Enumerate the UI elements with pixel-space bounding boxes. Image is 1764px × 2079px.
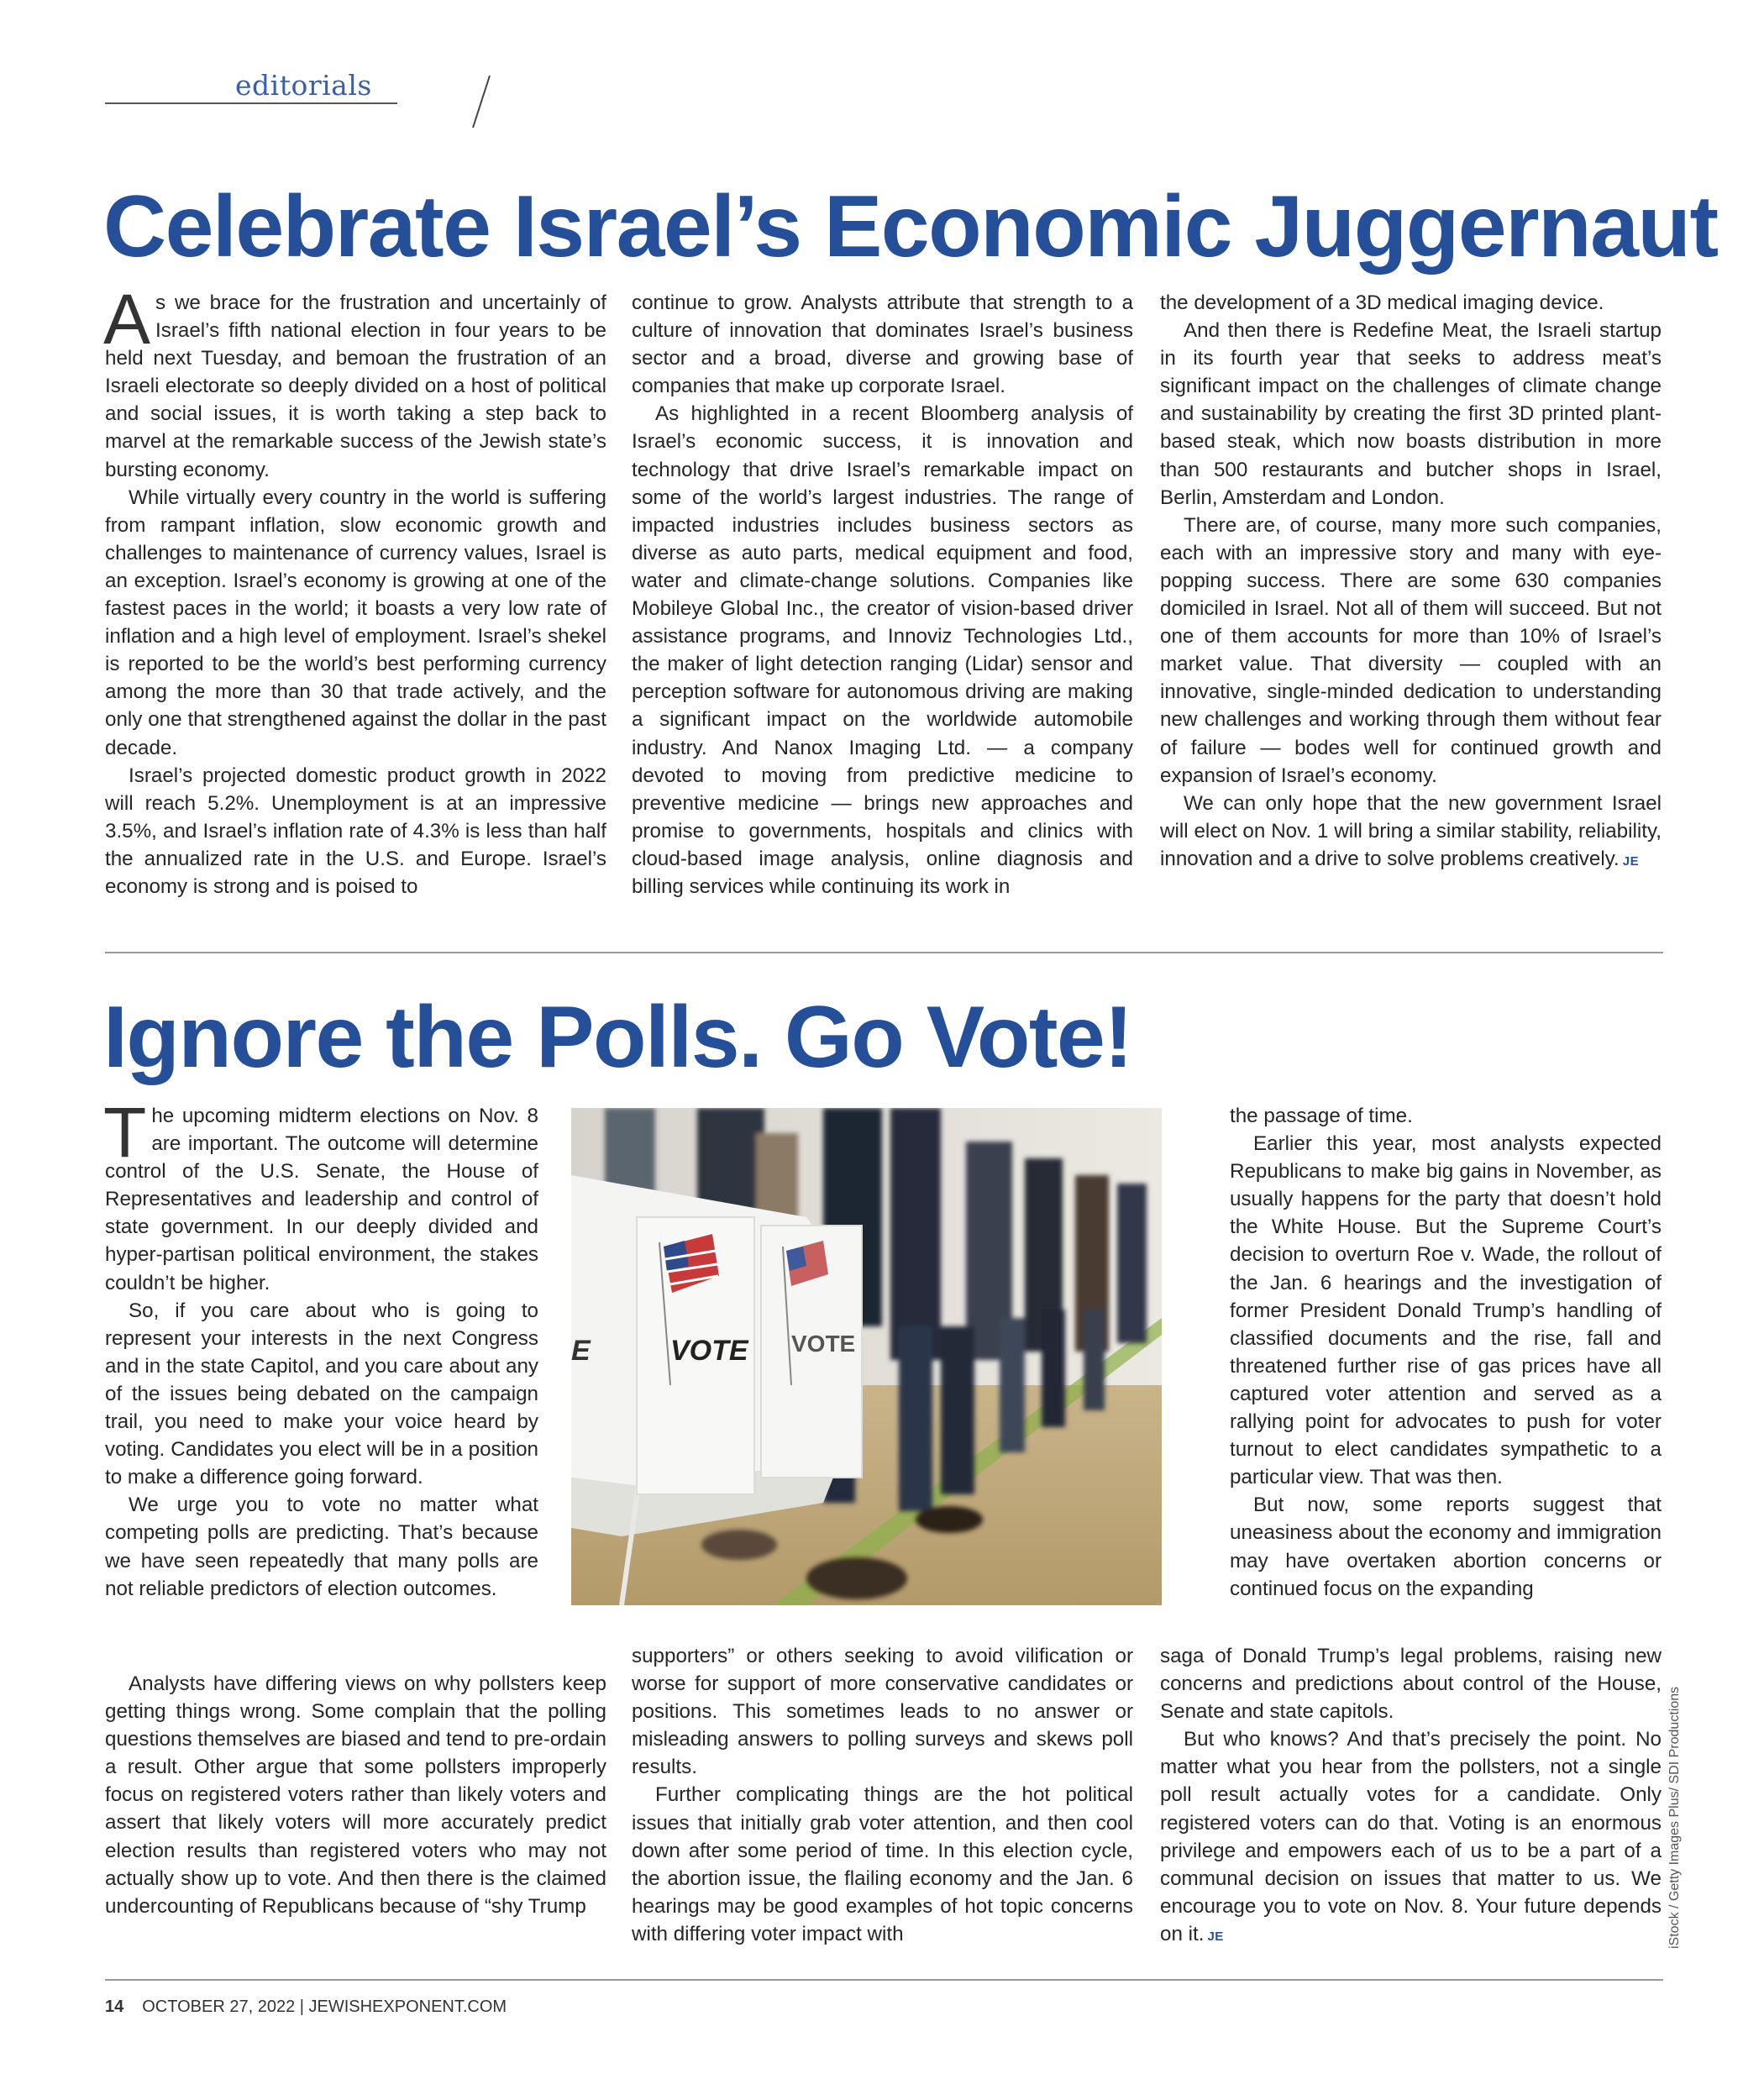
article2-col2-p2: Further complicating things are the hot political issues that initially grab voter attention, and then cool down after some period of time. In this election cycle, the abortion issue, the flailing economy and the Jan. 6 hearings may be good examples of hot topic concerns with differing voter impact with	[632, 1783, 1133, 1945]
section-label	[105, 69, 399, 119]
article1-col1-p1: s we brace for the frustration and uncertainly of Israel’s fifth national election in four years to be held next Tuesday, and bemoan the frustration of an Israeli electorate so deeply divided on a host of political and social issues, it is worth taking a step back to marvel at the remarkable success of the Jewish state’s bursting economy.	[105, 291, 606, 481]
article1-col1-p3: Israel’s projected domestic product growth in 2022 will reach 5.2%. Unemployment is at an impressive 3.5%, and Israel’s inflation rate of 4.3% is less than half the annualized rate in the U.S. and Europe. Israel’s economy is strong and is poised to	[105, 764, 606, 898]
section-slash	[465, 74, 498, 129]
vote-sign-text-1: VOTE	[670, 1335, 748, 1367]
article2-col3-p5: But who knows? And that’s precisely the point. No matter what you hear from the pollsters, not a single poll result actually votes for a candidate. Only registered voters can do that. Voting is an enormous privilege and empowers each of us to be a part of a communal decision on issues that matter to us. We encourage you to vote on Nov. 8. Your future depends on it.	[1160, 1728, 1662, 1945]
vote-sign-text-partial: E	[571, 1335, 591, 1367]
article1-col3-p1: the development of a 3D medical imaging device.	[1160, 291, 1604, 314]
article2-column-3-top	[1230, 1102, 1662, 1603]
article2-col3-p4: saga of Donald Trump’s legal problems, raising new concerns and predictions about control of the House, Senate and state capitols.	[1160, 1645, 1662, 1724]
article2-col1-p2: So, if you care about who is going to represent your interests in the next Congress and in the state Capitol, and you care about any of the issues being debated on the campaign trail, you need to make your voice heard by voting. Candidates you elect will be in a position to make a difference going forward.	[105, 1299, 538, 1489]
article2-column-1-bottom	[105, 1670, 606, 1920]
section-label-text: editorials	[235, 69, 372, 102]
article2-col3-p2: Earlier this year, most analysts expected Republicans to make big gains in November, as usually happens for the party that doesn’t hold the White House. But the Supreme Court’s decision to overturn Roe v. Wade, the rollout of the Jan. 6 hearings and the investigation of former President Donald Trump’s handling of classified documents and the rise, fall and threatened further rise of gas prices have all captured voter attention and served as a rallying point for advocates to push for voter turnout to elect candidates sympathetic to a particular view. That was then.	[1230, 1132, 1662, 1489]
article2-col1-p4: Analysts have differing views on why pollsters keep getting things wrong. Some complain that the polling questions themselves are biased and tend to pre-ordain a result. Other argue that some pollsters improperly focus on registered voters rather than likely voters and assert that likely voters will more accurately predict election results than registered voters who may not actually show up to vote. And then there is the claimed undercounting of Republicans because of “shy Trump	[105, 1672, 606, 1918]
article2-col1-p1: he upcoming midterm elections on Nov. 8 are important. The outcome will determine control of the U.S. Senate, the House of Representatives and leadership and control of state government. In our deeply divided and hyper-partisan political environment, the stakes couldn’t be higher.	[105, 1105, 538, 1294]
article1-col2-p2: As highlighted in a recent Bloomberg analysis of Israel’s economic success, it is innovation and technology that drive Israel’s remarkable impact on some of the world’s largest industries. The range of impacted industries includes business sectors as diverse as auto parts, medical equipment and food, water and climate-change solutions. Companies like Mobileye Global Inc., the creator of vision-based driver assistance programs, and Innoviz Technologies Ltd., the maker of light detection ranging (Lidar) sensor and perception software for autonomous driving are making a significant impact on the worldwide automobile industry. And Nanox Imaging Ltd. — a company devoted to moving from predictive medicine to preventive medicine — brings new approaches and promise to governments, hospitals and clinics with cloud-based image analysis, online diagnosis and billing services while continuing its work in	[632, 402, 1133, 898]
article2-dropcap: T	[103, 1093, 147, 1172]
voting-photo	[571, 1108, 1162, 1605]
article2-col3-p3: But now, some reports suggest that uneasiness about the economy and immigration may have overtaken abortion concerns or continued focus on the expanding	[1230, 1494, 1662, 1600]
article1-column-2	[632, 289, 1133, 900]
article1-col3-p3: There are, of course, many more such companies, each with an impressive story and many with eye-popping success. There are some 630 companies domiciled in Israel. Not all of them will succeed. But not one of them accounts for more than 10% of Israel’s market value. That diversity — coupled with an innovative, single-minded dedication to understanding new challenges and working through them without fear of failure — bodes well for continued growth and expansion of Israel’s economy.	[1160, 513, 1662, 787]
article1-column-1	[103, 280, 606, 900]
article1-column-3	[1160, 289, 1662, 875]
footer-info: OCTOBER 27, 2022 | JEWISHEXPONENT.COM	[142, 1998, 507, 2016]
article1-dropcap: A	[103, 280, 151, 359]
vote-sign-text-2: VOTE	[791, 1331, 856, 1357]
article1-col1-p2: While virtually every country in the world is suffering from rampant inflation, slow economic growth and challenges to maintenance of currency values, Israel is an exception. Israel’s economy is growing at one of the fastest paces in the world; it boasts a very low rate of inflation and a high level of employment. Israel’s shekel is reported to be the world’s best performing currency among the more than 30 that trade actively, and the only one that strengthened against the dollar in the past decade.	[105, 486, 606, 759]
article2-column-3-bottom	[1160, 1642, 1662, 1950]
article2-column-1-top	[103, 1093, 538, 1603]
section-label-rule	[105, 102, 397, 104]
article2-column-2	[632, 1642, 1133, 1948]
article2-col1-p3: We urge you to vote no matter what competing polls are predicting. That’s because we have seen repeatedly that many polls are not reliable predictors of election outcomes.	[105, 1494, 538, 1600]
article1-col3-p2: And then there is Redefine Meat, the Israeli startup in its fourth year that seeks to address meat’s significant impact on the challenges of climate change and sustainability by creating the first 3D printed plant-based steak, which now boasts distribution in more than 500 restaurants and butcher shops in Israel, Berlin, Amsterdam and London.	[1160, 319, 1662, 509]
footer-rule	[105, 1979, 1663, 1981]
footer	[105, 1998, 507, 2017]
photo-credit	[1667, 1646, 1693, 1949]
page-number: 14	[105, 1998, 124, 2016]
photo-credit-text: iStock / Getty Images Plus/ SDI Productions	[1667, 1686, 1682, 1949]
article2-headline: Ignore the Polls. Go Vote!	[103, 989, 1132, 1086]
article1-headline: Celebrate Israel’s Economic Juggernaut	[103, 178, 1718, 276]
article2-signature: JE	[1207, 1929, 1224, 1944]
voting-photo-image	[571, 1108, 1162, 1605]
article1-signature: JE	[1622, 853, 1640, 869]
article1-col3-p4: We can only hope that the new government Israel will elect on Nov. 1 will bring a similar stability, reliability, innovation and a drive to solve problems creatively.	[1160, 791, 1662, 870]
section-divider	[105, 952, 1663, 953]
article2-col2-p1: supporters” or others seeking to avoid vilification or worse for support of more conservative candidates or positions. This sometimes leads to no answer or misleading answers to polling surveys and skews poll results.	[632, 1645, 1133, 1779]
article1-col2-p1: continue to grow. Analysts attribute that strength to a culture of innovation that dominates Israel’s business sector and a broad, diverse and growing base of companies that make up corporate Israel.	[632, 291, 1133, 398]
article2-col3-p1: the passage of time.	[1230, 1105, 1413, 1127]
